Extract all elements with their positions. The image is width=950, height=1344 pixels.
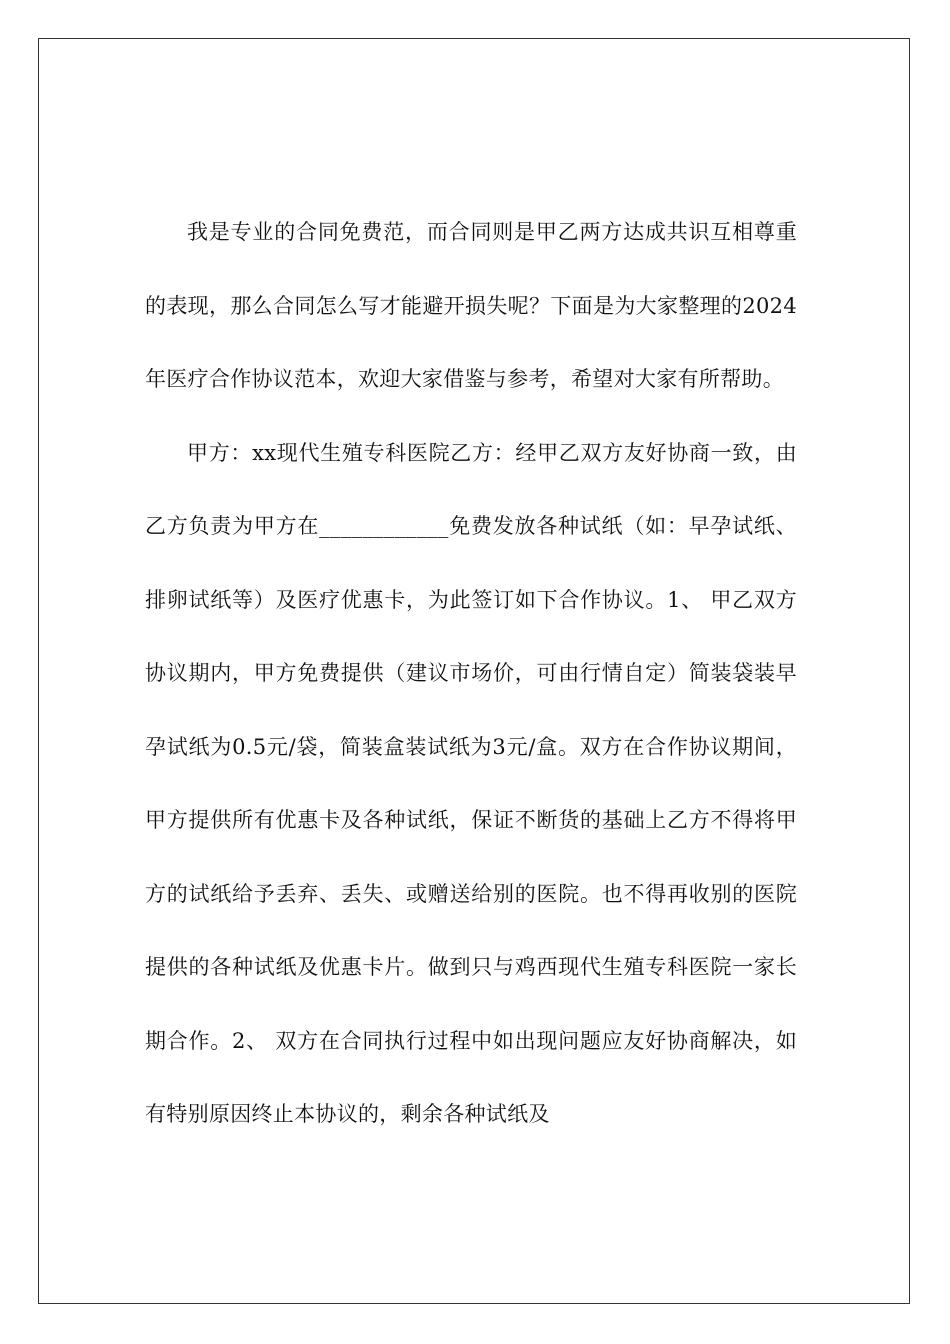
- document-body: [145, 196, 797, 1152]
- agreement-paragraph: 甲方：xx现代生殖专科医院乙方：经甲乙双方友好协商一致，由乙方负责为甲方在____________免费发放各种试纸（如：早孕试纸、排卵试纸等）及医疗优惠卡，为此签订如下合作协议。1、 甲乙双方协议期内，甲方免费提供（建议市场价，可由行情自定）简装袋装早孕试纸为0.5元/袋，简装盒装试纸为3元/盒。双方在合作协议期间，甲方提供所有优惠卡及各种试纸，保证不断货的基础上乙方不得将甲方的试纸给予丢弃、丢失、或赠送给别的医院。也不得再收别的医院提供的各种试纸及优惠卡片。做到只与鸡西现代生殖专科医院一家长期合作。2、 双方在合同执行过程中如出现问题应友好协商解决，如有特别原因终止本协议的，剩余各种试纸及: [145, 440, 797, 1126]
- intro-paragraph: 我是专业的合同免费范，而合同则是甲乙两方达成共识互相尊重的表现，那么合同怎么写才能避开损失呢？下面是为大家整理的2024年医疗合作协议范本，欢迎大家借鉴与参考，希望对大家有所帮助。: [145, 220, 797, 391]
